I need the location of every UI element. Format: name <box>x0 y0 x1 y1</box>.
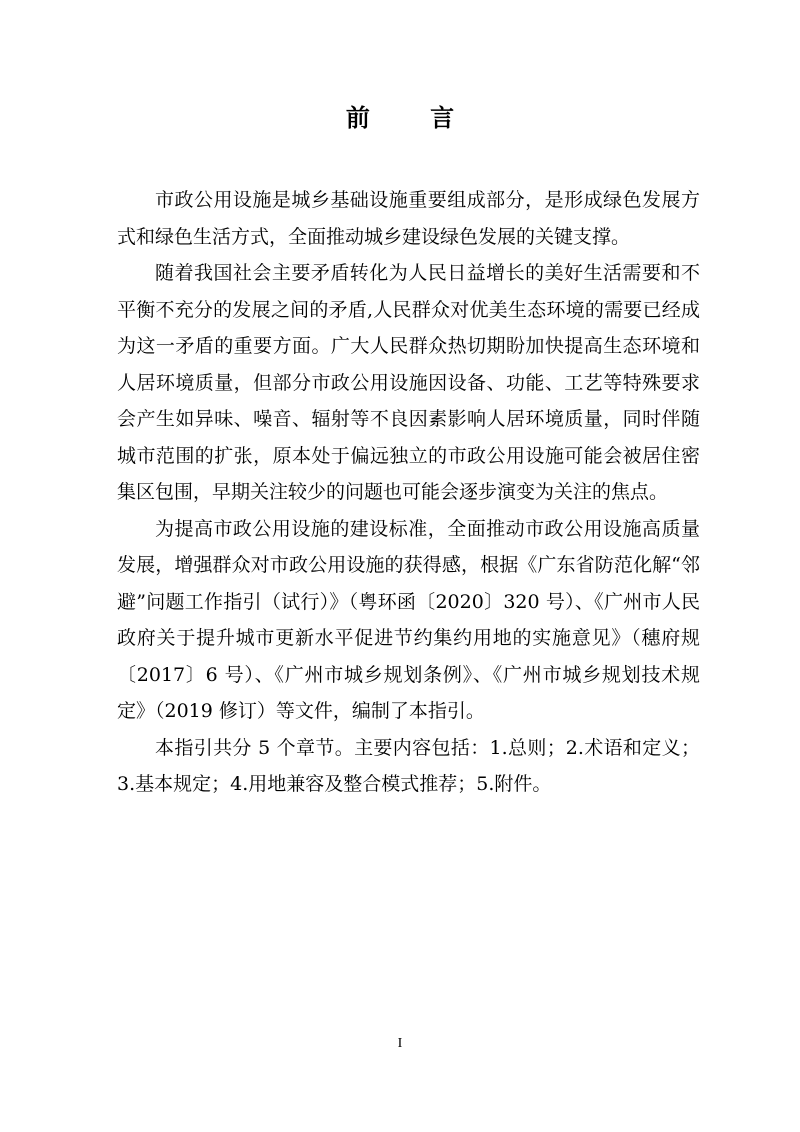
paragraph-2: 随着我国社会主要矛盾转化为人民日益增长的美好生活需要和不平衡不充分的发展之间的矛盾,人民群众对优美生态环境的需要已经成为这一矛盾的重要方面。广大人民群众热切期盼加快提高生态环境和人居环境质量，但部分市政公用设施因设备、功能、工艺等特殊要求会产生如异味、噪音、辐射等不良因素影响人居环境质量，同时伴随城市范围的扩张，原本处于偏远独立的市政公用设施可能会被居住密集区包围，早期关注较少的问题也可能会逐步演变为关注的焦点。 <box>117 262 700 503</box>
paragraph-1: 市政公用设施是城乡基础设施重要组成部分，是形成绿色发展方式和绿色生活方式，全面推动城乡建设绿色发展的关键支撑。 <box>117 189 700 248</box>
page-number: I <box>397 1036 403 1051</box>
paragraph-3: 为提高市政公用设施的建设标准，全面推动市政公用设施高质量发展，增强群众对市政公用设施的获得感，根据《广东省防范化解“邻避”问题工作指引（试行）》（粤环函〔2020〕320 号）、《广州市人民政府关于提升城市更新水平促进节约集约用地的实施意见》（穗府规〔2017〕6 号）、《广州市城乡规划条例》、《广州市城乡规划技术规定》（2019 修订）等文件，编制了本指引。 <box>117 517 700 722</box>
page-title: 前 言 <box>345 103 481 132</box>
preface-body <box>117 182 700 803</box>
paragraph-4: 本指引共分 5 个章节。主要内容包括：1.总则；2.术语和定义；3.基本规定；4.用地兼容及整合模式推荐；5.附件。 <box>117 736 700 795</box>
